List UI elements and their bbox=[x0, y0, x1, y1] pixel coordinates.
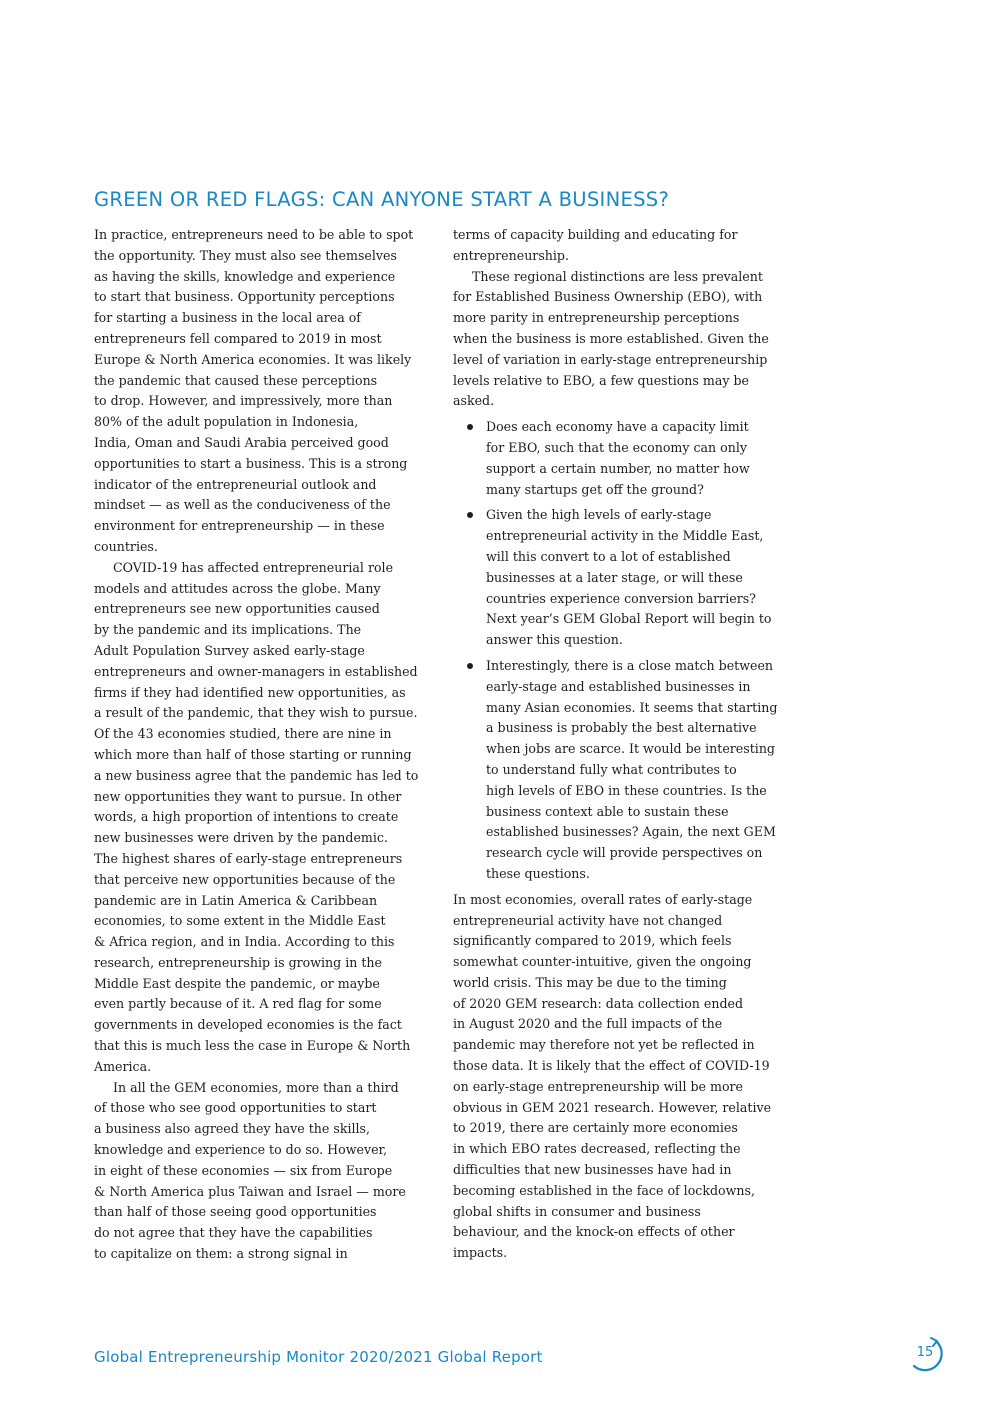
text-line: the pandemic that caused these perceptions bbox=[94, 372, 378, 388]
text-line: many Asian economies. It seems that starting bbox=[486, 699, 778, 715]
text-line: many startups get off the ground? bbox=[486, 481, 704, 497]
text-line: will this convert to a lot of established bbox=[486, 548, 731, 564]
text-line: These regional distinctions are less prevalent bbox=[472, 268, 763, 284]
section-heading: GREEN OR RED FLAGS: CAN ANYONE START A BUSINESS? bbox=[94, 188, 670, 211]
text-line: economies, to some extent in the Middle East bbox=[94, 913, 386, 929]
text-line: countries experience conversion barriers? bbox=[486, 590, 756, 606]
list-item bbox=[453, 656, 788, 890]
text-line: new opportunities they want to pursue. In other bbox=[94, 788, 402, 804]
text-line: words, a high proportion of intentions to create bbox=[94, 809, 399, 825]
text-line: & North America plus Taiwan and Israel — more bbox=[94, 1183, 406, 1199]
text-line: firms if they had identified new opportunities, as bbox=[94, 684, 406, 700]
text-line: that this is much less the case in Europe & North bbox=[94, 1038, 411, 1054]
text-line: In practice, entrepreneurs need to be able to spot bbox=[94, 227, 414, 242]
text-line: difficulties that new businesses have had in bbox=[453, 1162, 732, 1178]
text-line: countries. bbox=[94, 538, 158, 554]
text-line: which more than half of those starting or running bbox=[94, 746, 412, 762]
text-line: when jobs are scarce. It would be interesting bbox=[486, 741, 775, 757]
footer-report-title: Global Entrepreneurship Monitor 2020/2021 Global Report bbox=[94, 1348, 543, 1366]
text-line: entrepreneurs and owner-managers in established bbox=[94, 663, 418, 679]
text-line: businesses at a later stage, or will these bbox=[486, 569, 743, 585]
text-line: entrepreneurial activity in the Middle East, bbox=[486, 528, 764, 544]
text-line: pandemic may therefore not yet be reflected in bbox=[453, 1037, 755, 1053]
text-line: a new business agree that the pandemic has led to bbox=[94, 767, 419, 783]
text-line: Next year’s GEM Global Report will begin to bbox=[486, 611, 772, 627]
text-line: world crisis. This may be due to the timing bbox=[453, 974, 727, 990]
text-line: to 2019, there are certainly more economies bbox=[453, 1120, 738, 1136]
text-line: new businesses were driven by the pandemic. bbox=[94, 830, 388, 846]
text-line: entrepreneurship. bbox=[453, 247, 569, 263]
text-line: Interestingly, there is a close match between bbox=[486, 657, 774, 673]
text-line: pandemic are in Latin America & Caribbean bbox=[94, 892, 378, 908]
text-line: do not agree that they have the capabilities bbox=[94, 1225, 373, 1241]
bullet-icon bbox=[467, 512, 473, 518]
text-line: to drop. However, and impressively, more than bbox=[94, 393, 393, 409]
text-line: on early-stage entrepreneurship will be more bbox=[453, 1078, 744, 1094]
text-line: governments in developed economies is the fact bbox=[94, 1017, 402, 1033]
text-line: the opportunity. They must also see themselves bbox=[94, 247, 397, 263]
list-item bbox=[453, 417, 788, 505]
text-line: asked. bbox=[453, 393, 495, 409]
text-line: Middle East despite the pandemic, or maybe bbox=[94, 975, 380, 991]
text-line: impacts. bbox=[453, 1245, 508, 1261]
text-line: even partly because of it. A red flag for some bbox=[94, 996, 382, 1012]
text-line: for EBO, such that the economy can only bbox=[486, 439, 748, 455]
text-line: Europe & North America economies. It was likely bbox=[94, 351, 412, 367]
text-line: somewhat counter-intuitive, given the ongoing bbox=[453, 954, 752, 970]
text-line: mindset — as well as the conduciveness of the bbox=[94, 497, 391, 513]
text-line: level of variation in early-stage entrepreneurship bbox=[453, 351, 768, 367]
text-line: a business is probably the best alternative bbox=[486, 720, 757, 736]
question-list bbox=[453, 417, 788, 890]
paragraph bbox=[453, 890, 788, 1264]
text-line: 80% of the adult population in Indonesia, bbox=[94, 414, 359, 430]
text-line: for Established Business Ownership (EBO), with bbox=[453, 289, 763, 305]
text-line: significantly compared to 2019, which feels bbox=[453, 933, 732, 949]
text-line: Given the high levels of early-stage bbox=[486, 507, 712, 523]
text-line: of those who see good opportunities to start bbox=[94, 1100, 377, 1116]
text-line: to start that business. Opportunity perceptions bbox=[94, 289, 395, 305]
right-column bbox=[453, 225, 788, 1264]
page-number-badge bbox=[906, 1336, 948, 1376]
text-line: America. bbox=[94, 1058, 152, 1074]
text-line: levels relative to EBO, a few questions may be bbox=[453, 372, 749, 388]
text-line: when the business is more established. Given the bbox=[453, 330, 769, 346]
text-line: models and attitudes across the globe. Many bbox=[94, 580, 381, 596]
paragraph bbox=[94, 1078, 434, 1265]
text-line: obvious in GEM 2021 research. However, relative bbox=[453, 1099, 772, 1115]
text-line: behaviour, and the knock-on effects of other bbox=[453, 1224, 735, 1240]
left-column bbox=[94, 225, 434, 1265]
text-line: by the pandemic and its implications. The bbox=[94, 622, 362, 638]
list-item bbox=[453, 505, 788, 656]
text-line: than half of those seeing good opportunities bbox=[94, 1204, 377, 1220]
bullet-icon bbox=[467, 424, 473, 430]
text-line: business context able to sustain these bbox=[486, 803, 729, 819]
text-line: India, Oman and Saudi Arabia perceived good bbox=[94, 434, 389, 450]
text-line: Adult Population Survey asked early-stage bbox=[94, 642, 365, 658]
paragraph bbox=[453, 267, 788, 413]
text-line: The highest shares of early-stage entrepreneurs bbox=[94, 850, 403, 866]
text-line: knowledge and experience to do so. However, bbox=[94, 1142, 388, 1158]
text-line: these questions. bbox=[486, 865, 590, 881]
text-line: global shifts in consumer and business bbox=[453, 1203, 701, 1219]
text-line: environment for entrepreneurship — in these bbox=[94, 518, 385, 534]
text-line: entrepreneurs fell compared to 2019 in most bbox=[94, 330, 382, 346]
text-line: In all the GEM economies, more than a third bbox=[113, 1079, 399, 1095]
text-line: high levels of EBO in these countries. Is the bbox=[486, 782, 767, 798]
text-line: entrepreneurs see new opportunities caused bbox=[94, 601, 380, 617]
text-line: for starting a business in the local area of bbox=[94, 310, 361, 326]
paragraph bbox=[94, 558, 434, 1078]
text-line: research cycle will provide perspectives on bbox=[486, 845, 763, 861]
text-line: in which EBO rates decreased, reflecting the bbox=[453, 1141, 741, 1157]
text-line: a result of the pandemic, that they wish to pursue. bbox=[94, 705, 418, 721]
text-line: research, entrepreneurship is growing in the bbox=[94, 954, 382, 970]
text-line: In most economies, overall rates of early-stage bbox=[453, 891, 753, 907]
text-line: answer this question. bbox=[486, 632, 623, 648]
text-line: in August 2020 and the full impacts of the bbox=[453, 1016, 723, 1032]
text-line: those data. It is likely that the effect of COVID-19 bbox=[453, 1058, 770, 1074]
bullet-icon bbox=[467, 663, 473, 669]
text-line: to understand fully what contributes to bbox=[486, 761, 737, 777]
text-line: & Africa region, and in India. According to this bbox=[94, 934, 395, 950]
page-number: 15 bbox=[916, 1345, 934, 1360]
text-line: to capitalize on them: a strong signal in bbox=[94, 1246, 348, 1262]
paragraph bbox=[94, 225, 434, 558]
text-line: of 2020 GEM research: data collection ended bbox=[453, 995, 744, 1011]
text-line: in eight of these economies — six from Europe bbox=[94, 1162, 393, 1178]
text-line: a business also agreed they have the skills, bbox=[94, 1121, 371, 1137]
text-line: established businesses? Again, the next GEM bbox=[486, 824, 776, 840]
text-line: more parity in entrepreneurship perceptions bbox=[453, 310, 740, 326]
text-line: entrepreneurial activity have not changed bbox=[453, 912, 723, 928]
text-line: Does each economy have a capacity limit bbox=[486, 419, 749, 435]
text-line: terms of capacity building and educating for bbox=[453, 227, 738, 242]
text-line: Of the 43 economies studied, there are nine in bbox=[94, 726, 392, 742]
text-line: early-stage and established businesses in bbox=[486, 678, 751, 694]
text-line: support a certain number, no matter how bbox=[486, 460, 750, 476]
text-line: indicator of the entrepreneurial outlook and bbox=[94, 476, 377, 492]
text-line: opportunities to start a business. This is a strong bbox=[94, 455, 408, 471]
text-line: as having the skills, knowledge and experience bbox=[94, 268, 396, 284]
text-line: that perceive new opportunities because of the bbox=[94, 871, 396, 887]
text-line: becoming established in the face of lockdowns, bbox=[453, 1182, 755, 1198]
paragraph bbox=[453, 225, 788, 267]
text-line: COVID-19 has affected entrepreneurial role bbox=[113, 559, 394, 575]
